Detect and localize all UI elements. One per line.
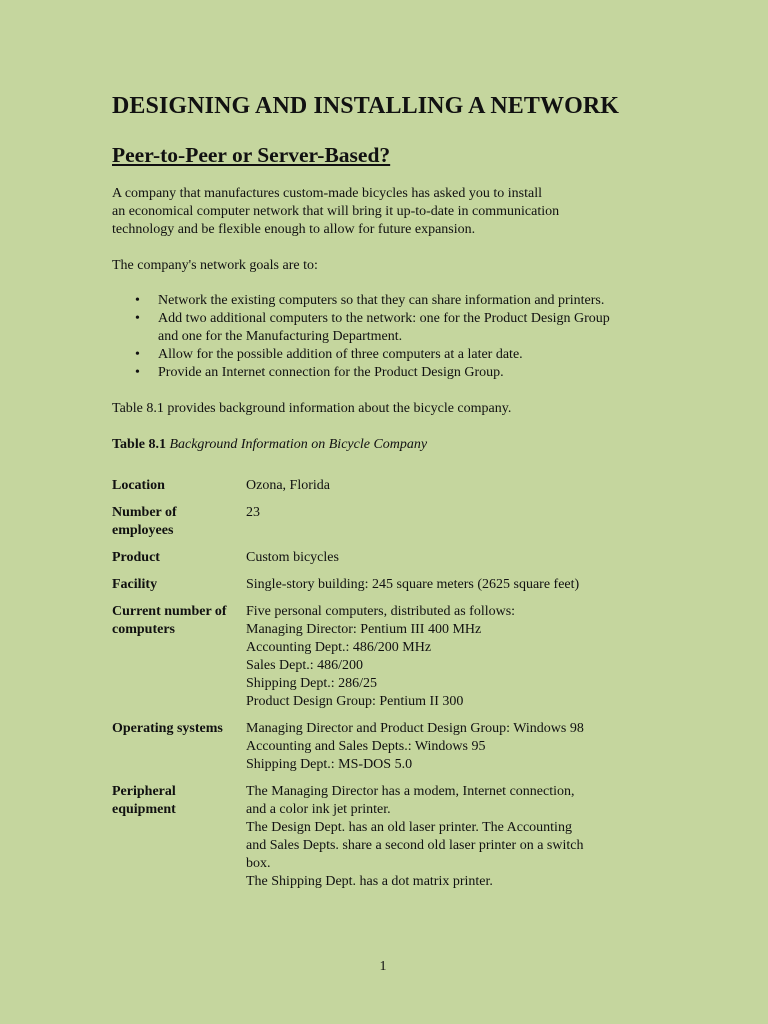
row-value-line: The Design Dept. has an old laser printer. The Accounting: [246, 820, 572, 835]
row-value: [246, 504, 632, 540]
background-info-table: [112, 477, 632, 900]
goal-text: Add two additional computers to the network: one for the Product Design Group: [158, 311, 610, 326]
row-label-line: Current number of: [112, 604, 227, 619]
goal-text: Provide an Internet connection for the Product Design Group.: [158, 365, 504, 380]
intro-line: A company that manufactures custom-made bicycles has asked you to install: [112, 186, 542, 201]
table-row: [112, 720, 632, 774]
row-value: [246, 549, 632, 567]
row-value-line: Shipping Dept.: 286/25: [246, 676, 378, 691]
goal-text: Allow for the possible addition of three computers at a later date.: [158, 347, 523, 362]
row-label: [112, 477, 246, 495]
bullet-icon: •: [135, 311, 140, 326]
table-caption: [112, 436, 427, 454]
section-heading: Peer-to-Peer or Server-Based?: [112, 143, 391, 167]
intro-paragraph: [112, 185, 632, 239]
goals-list: [112, 292, 652, 382]
row-value-line: Product Design Group: Pentium II 300: [246, 694, 464, 709]
row-value-line: Accounting and Sales Depts.: Windows 95: [246, 739, 486, 754]
row-value-line: and Sales Depts. share a second old laser printer on a switch: [246, 838, 584, 853]
table-row: [112, 504, 632, 540]
table-reference-paragraph: Table 8.1 provides background information about the bicycle company.: [112, 401, 512, 416]
row-value-line: and a color ink jet printer.: [246, 802, 391, 817]
table-caption-number: Table 8.1: [112, 437, 166, 452]
row-label-line: computers: [112, 622, 175, 637]
row-value-line: Shipping Dept.: MS-DOS 5.0: [246, 757, 413, 772]
goal-list-item: [112, 292, 652, 310]
table-row: [112, 783, 632, 891]
row-label-line: Peripheral: [112, 784, 176, 799]
bullet-icon: •: [135, 293, 140, 308]
page-title: DESIGNING AND INSTALLING A NETWORK: [112, 93, 620, 119]
bullet-icon: •: [135, 365, 140, 380]
page-number-text: 1: [379, 959, 387, 974]
table-row: [112, 603, 632, 711]
row-value-line: Ozona, Florida: [246, 478, 330, 493]
goal-list-item: [112, 346, 652, 364]
goal-list-item: [112, 310, 652, 346]
goal-text: Network the existing computers so that they can share information and printers.: [158, 293, 605, 308]
row-value-line: box.: [246, 856, 271, 871]
row-value-line: Single-story building: 245 square meters (2625 square feet): [246, 577, 580, 592]
row-value: [246, 603, 632, 711]
intro-line: an economical computer network that will bring it up-to-date in communication: [112, 204, 560, 219]
row-value: [246, 783, 632, 891]
page-number: [0, 959, 768, 975]
row-value-line: Sales Dept.: 486/200: [246, 658, 364, 673]
row-label: [112, 549, 246, 567]
row-label-line: Facility: [112, 577, 158, 592]
row-label: [112, 504, 246, 540]
row-value-line: Managing Director: Pentium III 400 MHz: [246, 622, 482, 637]
row-value-line: Accounting Dept.: 486/200 MHz: [246, 640, 432, 655]
intro-line: technology and be flexible enough to allow for future expansion.: [112, 222, 476, 237]
goals-intro-paragraph: The company's network goals are to:: [112, 258, 318, 273]
row-value-line: Custom bicycles: [246, 550, 339, 565]
table-row: [112, 549, 632, 567]
row-label: [112, 783, 246, 891]
table-caption-text: Background Information on Bicycle Company: [169, 437, 428, 452]
bullet-icon: •: [135, 347, 140, 362]
goal-list-item: [112, 364, 652, 382]
row-label-line: Number of: [112, 505, 177, 520]
row-label-line: equipment: [112, 802, 176, 817]
goal-text: and one for the Manufacturing Department.: [158, 329, 403, 344]
row-value-line: The Managing Director has a modem, Internet connection,: [246, 784, 575, 799]
table-row: [112, 576, 632, 594]
row-value-line: 23: [246, 505, 260, 520]
row-label-line: Product: [112, 550, 160, 565]
row-value-line: Managing Director and Product Design Group: Windows 98: [246, 721, 584, 736]
row-label: [112, 576, 246, 594]
row-value: [246, 576, 632, 594]
row-label-line: employees: [112, 523, 174, 538]
row-value: [246, 720, 632, 774]
row-value-line: Five personal computers, distributed as follows:: [246, 604, 516, 619]
row-label: [112, 720, 246, 774]
row-label-line: Operating systems: [112, 721, 223, 736]
row-value: [246, 477, 632, 495]
row-label-line: Location: [112, 478, 165, 493]
row-value-line: The Shipping Dept. has a dot matrix printer.: [246, 874, 493, 889]
row-label: [112, 603, 246, 711]
table-row: [112, 477, 632, 495]
